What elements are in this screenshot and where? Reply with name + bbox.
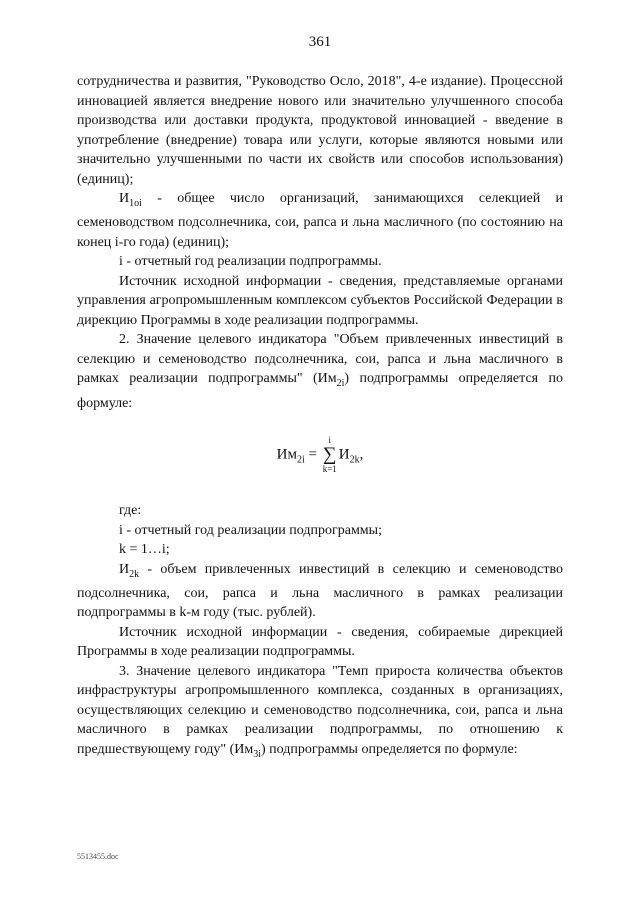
formula-equals: = (308, 446, 317, 463)
where-item-reporting-year: i - отчетный год реализации подпрограммы; (119, 522, 382, 538)
paragraph-indicator-2 (77, 330, 563, 413)
formula-rhs: И (338, 446, 350, 463)
indicator-subscript: 2i (336, 378, 345, 390)
symbol: И (119, 561, 130, 577)
indicator-text: 3. Значение целевого индикатора "Темп прироста количества объектов инфраструктуры агропромышленного комплекса, созданных в организациях, осуществляющих селекцию и семеноводство подсолнечника, сои, рапса и льна масличного в рамках реализации подпрограммы, по отношению к предшествующему году" (Им (77, 663, 563, 757)
paragraph-organizations-count (77, 189, 563, 252)
where-item-investment-volume (77, 560, 563, 623)
indicator-text-tail: ) подпрограммы определяется по формуле: (77, 371, 563, 411)
paragraph-innovation-definition: сотрудничества и развития, "Руководство Осло, 2018", 4-е издание). Процессной инновацией является внедрение нового или значительно улучшенного способа производства или доставки продукта, продуктовой инновацией - введение в употребление (внедрение) товара или услуги, которые являются новыми или значительно улучшенными по части их свойств или способов использования) (единиц); (77, 74, 563, 187)
definition-text: - объем привлеченных инвестиций в селекцию и семеноводство подсолнечника, сои, рапса и льна масличного в рамках реализации подпрограммы в k-м году (тыс. рублей). (77, 561, 563, 621)
formula-rhs-subscript: 2k (349, 454, 360, 466)
formula-comma: , (359, 446, 364, 463)
indicator-text: 2. Значение целевого индикатора "Объем привлеченных инвестиций в селекцию и семеноводство подсолнечника, сои, рапса и льна масличного в рамках реализации подпрограммы" (Им (77, 332, 563, 387)
symbol-subscript: 2k (129, 568, 140, 580)
paragraph-reporting-year: i - отчетный год реализации подпрограммы. (119, 254, 382, 270)
formula-lhs: Им (276, 446, 297, 463)
formula-lhs-subscript: 2i (296, 454, 305, 466)
symbol: И (119, 191, 130, 206)
where-label: где: (119, 503, 142, 519)
definition-text: - общее число организаций, занимающихся селекцией и семеноводством подсолнечника, сои, рапса и льна масличного (по состоянию на конец i-го года) (единиц); (77, 191, 563, 250)
paragraph-source-info: Источник исходной информации - сведения, представляемые органами управления агропромышленным комплексом субъектов Российской Федерации в дирекцию Программы в ходе реализации подпрограммы. (77, 273, 563, 328)
formula-investments (77, 435, 563, 475)
summation-sign: ∑ (322, 444, 337, 466)
document-body (77, 72, 563, 764)
symbol-subscript: 1oi (129, 197, 142, 209)
summation-upper-limit: i (328, 435, 331, 446)
summation-lower-limit: k=1 (322, 464, 337, 475)
paragraph-source-info-2: Источник исходной информации - сведения, собираемые дирекцией Программы в ходе реализации подпрограммы. (77, 624, 563, 660)
document-filename: 5513455.doc (77, 852, 119, 861)
indicator-text-tail: ) подпрограммы определяется по формуле: (261, 741, 518, 757)
indicator-subscript: 3i (253, 748, 262, 760)
where-item-k-range: k = 1…i; (119, 542, 170, 558)
summation (323, 435, 337, 475)
paragraph-indicator-3 (77, 662, 563, 764)
page-number: 361 (308, 34, 332, 50)
